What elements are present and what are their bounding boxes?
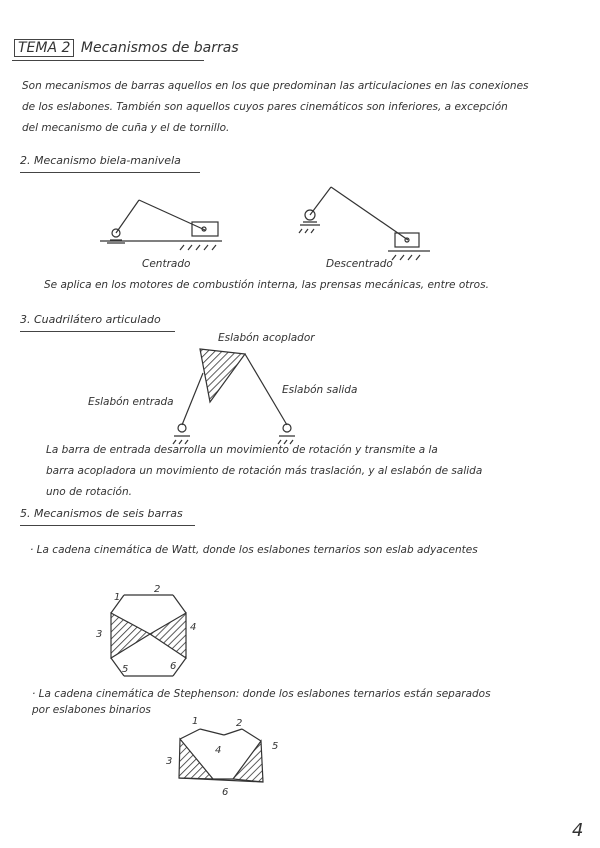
intro-line: del mecanismo de cuña y el de tornillo.	[22, 122, 230, 134]
section-2-note: Se aplica en los motores de combustión interna, las prensas mecánicas, entre otros.	[44, 279, 489, 291]
section-3-paragraph	[46, 440, 482, 503]
stephenson-line: por eslabones binarios	[32, 704, 151, 716]
watt-link-number: 6	[170, 661, 177, 672]
stephenson-description	[32, 686, 491, 718]
watt-link-number: 1	[114, 592, 121, 603]
section-2-heading: 2. Mecanismo biela-manivela	[20, 154, 181, 167]
offset-label: Descentrado	[326, 258, 393, 270]
section-3-line: barra acopladora un movimiento de rotación más traslación, y al eslabón de salida	[46, 465, 483, 477]
title-underline	[12, 60, 204, 61]
output-link-label: Eslabón salida	[282, 384, 358, 396]
stephenson-link-number: 5	[272, 741, 279, 752]
intro-line: de los eslabones. También son aquellos cuyos pares cinemáticos son inferiores, a excepción	[22, 101, 508, 113]
stephenson-line: · La cadena cinemática de Stephenson: donde los eslabones ternarios están separados	[32, 688, 491, 700]
section-3-line: uno de rotación.	[46, 486, 132, 498]
topic-title: Mecanismos de barras	[80, 40, 239, 56]
section-5-underline	[20, 525, 195, 526]
topic-code: TEMA 2	[14, 39, 74, 57]
watt-link-number: 4	[190, 622, 197, 633]
watt-link-number: 2	[154, 584, 161, 595]
stephenson-link-number: 6	[222, 787, 229, 798]
input-link-label: Eslabón entrada	[88, 396, 174, 408]
centered-label: Centrado	[142, 258, 191, 270]
stephenson-link-number: 4	[215, 745, 222, 756]
watt-link-number: 3	[96, 629, 103, 640]
slider-crank-offset-diagram	[299, 187, 430, 260]
section-3-underline	[20, 331, 175, 332]
slider-crank-centered-diagram	[100, 200, 222, 250]
section-5-heading: 5. Mecanismos de seis barras	[20, 507, 183, 520]
page-number: 4	[572, 820, 584, 841]
section-3-heading: 3. Cuadrilátero articulado	[20, 313, 161, 326]
watt-link-number: 5	[122, 664, 129, 675]
intro-line: Son mecanismos de barras aquellos en los que predominan las articulaciones en las conexiones	[22, 80, 529, 92]
stephenson-link-number: 2	[236, 718, 243, 729]
stephenson-link-number: 3	[166, 756, 173, 767]
coupler-link-label: Eslabón acoplador	[218, 332, 315, 344]
section-3-line: La barra de entrada desarrolla un movimiento de rotación y transmite a la	[46, 444, 438, 456]
section-2-underline	[20, 172, 200, 173]
page-title	[14, 40, 239, 56]
four-bar-linkage-diagram	[173, 349, 295, 444]
watt-description: · La cadena cinemática de Watt, donde los eslabones ternarios son eslab adyacentes	[30, 544, 478, 556]
stephenson-link-number: 1	[192, 716, 199, 727]
intro-paragraph	[22, 76, 529, 139]
